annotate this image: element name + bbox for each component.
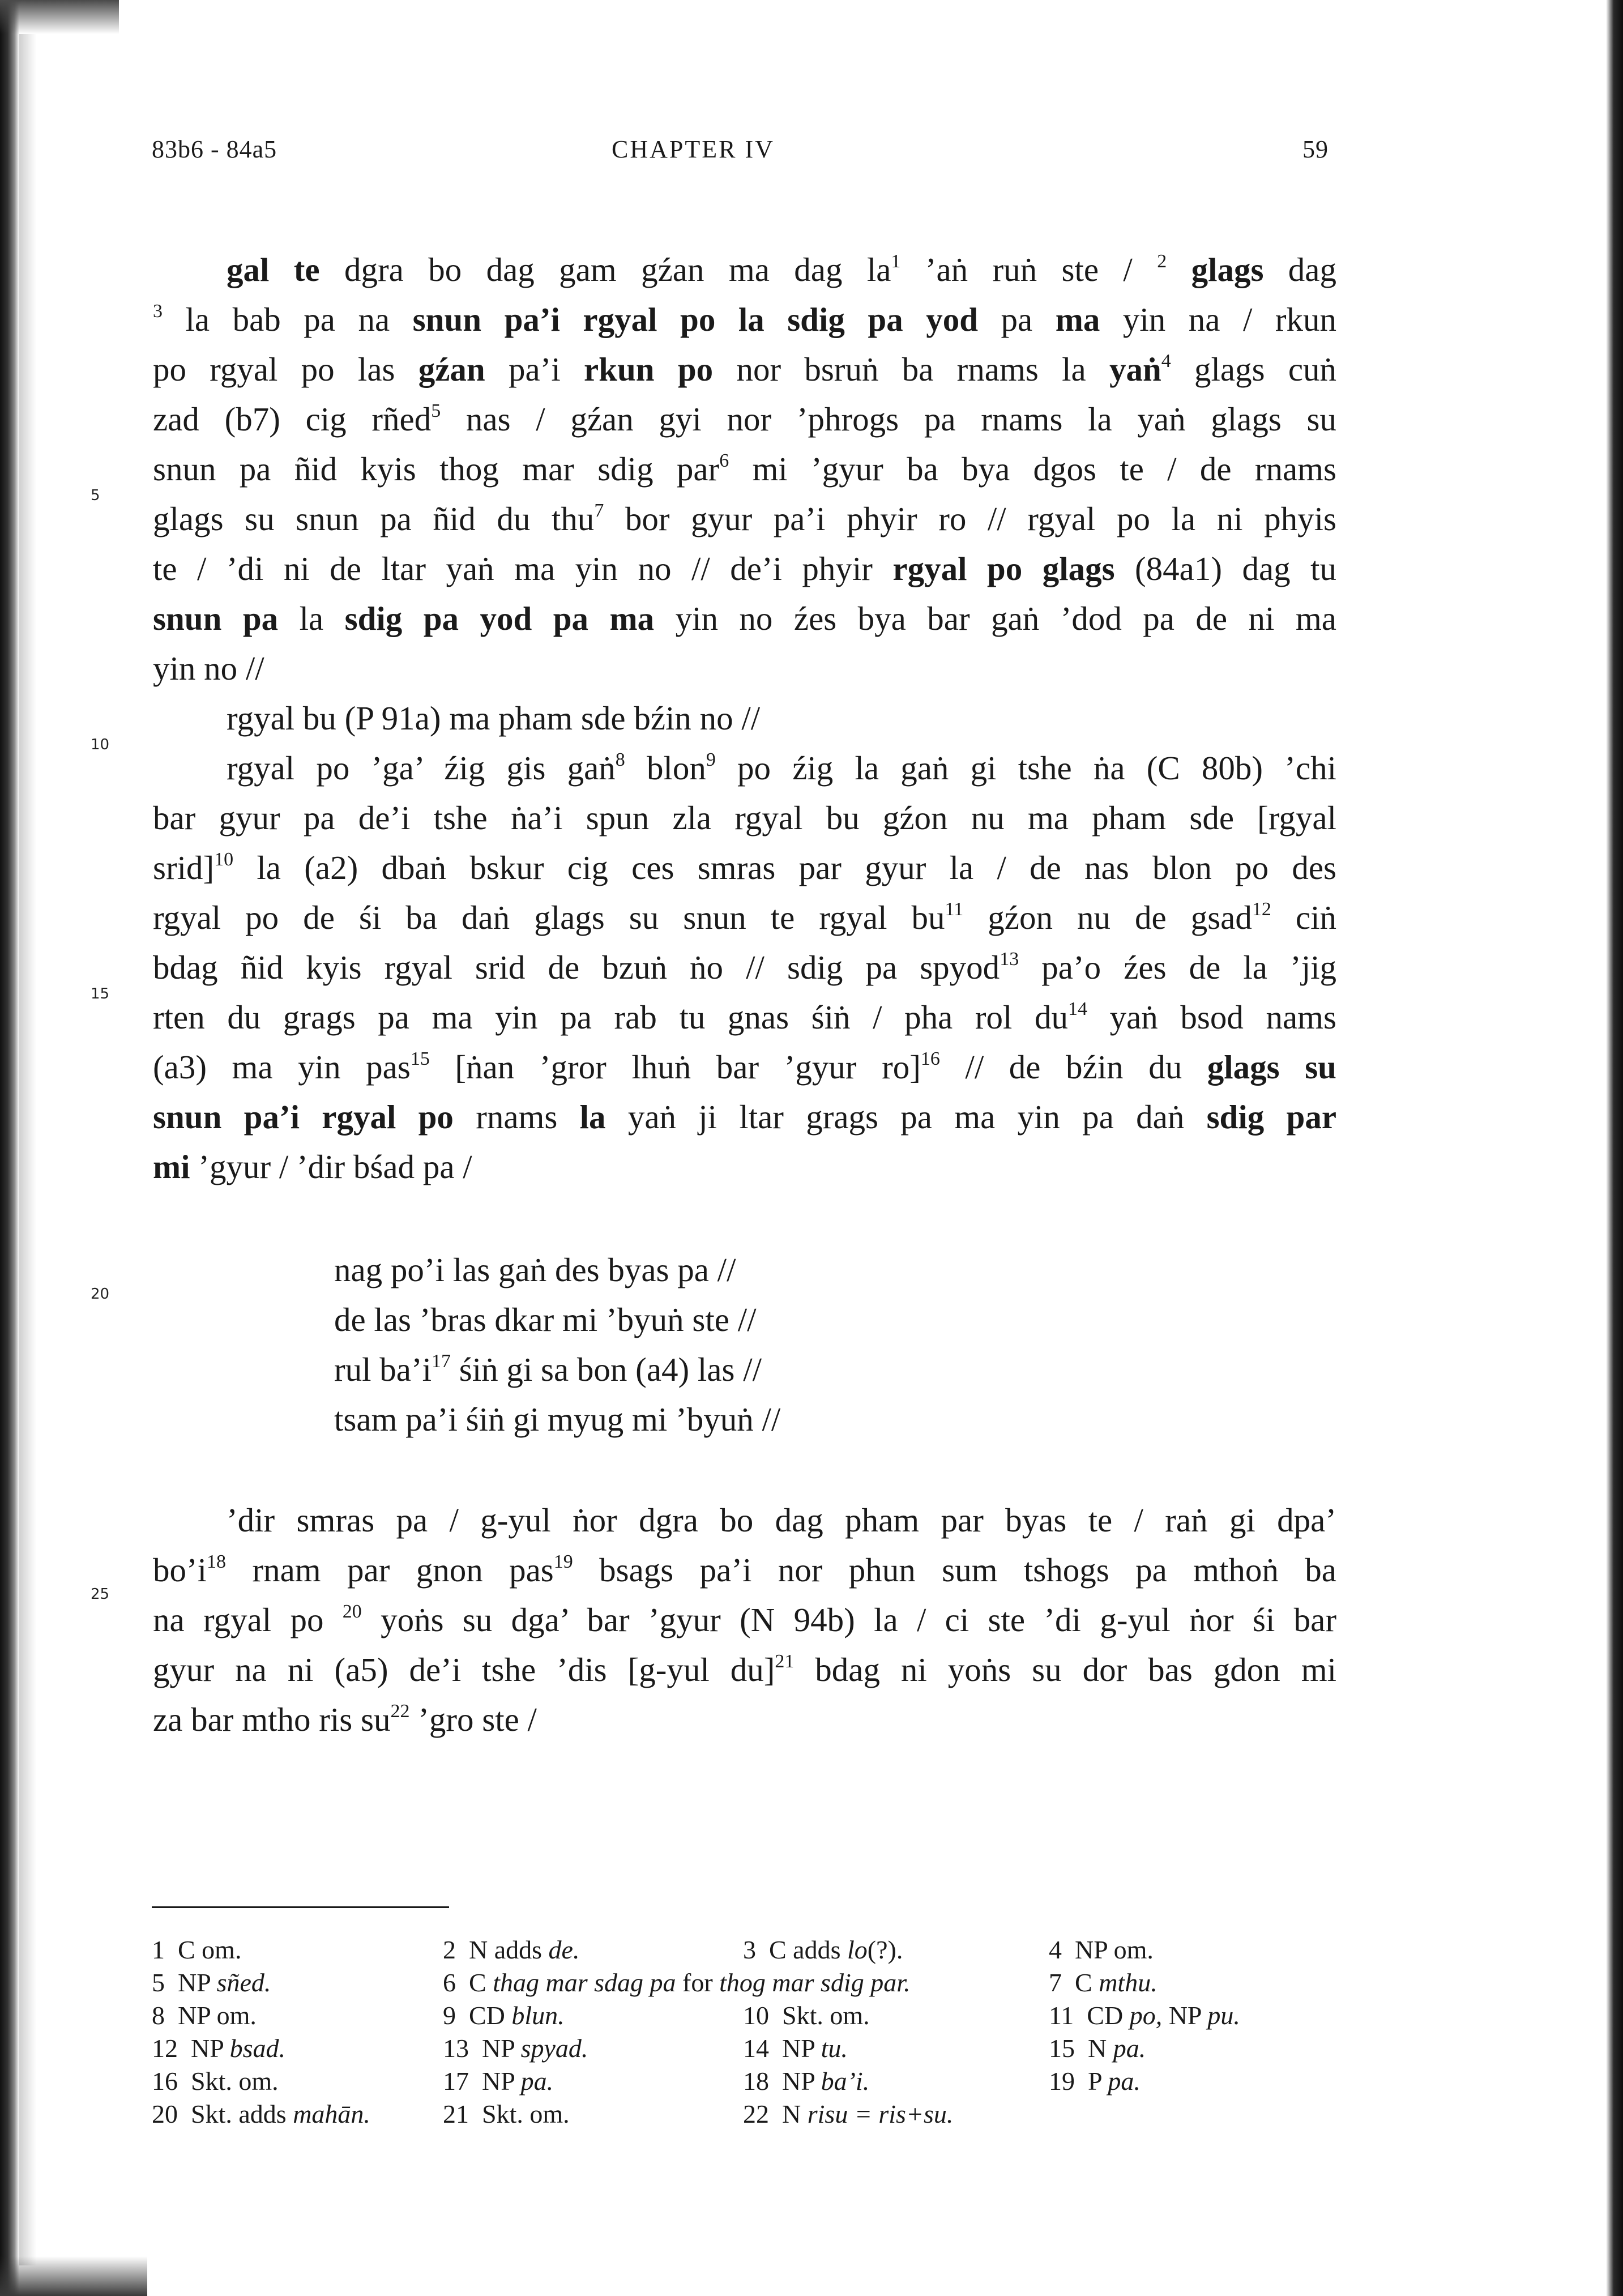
footnote: 20 Skt. adds mahān.	[152, 2099, 370, 2128]
footnote: 17 NP pa.	[443, 2067, 554, 2096]
footnote: 1 C om.	[152, 1935, 242, 1964]
verse-line: rul $ba’i^{17}$ śiṅ gi sa bon (a4) las //	[334, 1351, 762, 1388]
footnote: 7 C mthu.	[1049, 1968, 1158, 1997]
footnote: 15 N pa.	[1049, 2034, 1146, 2063]
chapter-title: CHAPTER IV	[612, 135, 775, 163]
text-line: gyur na ni (a5) de’i tshe ’dis [g-yul du]$^{21}$ bdag ni yoṅs su dor bas gdon mi	[153, 1651, 1336, 1688]
verse-line: tsam pa’i śiṅ gi myug mi ’byuṅ //	[334, 1401, 781, 1438]
text-line: rgyal po de śi ba daṅ glags su snun te rgyal $bu^{11}$ gźon nu de gsad$^{12}$ ciṅ	[153, 899, 1336, 936]
footnote: 3 C adds lo(?).	[743, 1935, 903, 1964]
text-line: yin no //	[153, 650, 264, 687]
line-number-15: 15	[91, 985, 110, 1002]
page-number: 59	[1302, 135, 1329, 163]
footnote: 10 Skt. om.	[743, 2001, 870, 2030]
footnote: 16 Skt. om.	[152, 2067, 279, 2096]
footnote: 6 C thag mar sdag pa for thog mar sdig par.	[443, 1968, 911, 1997]
footnote: 21 Skt. om.	[443, 2099, 570, 2128]
text-line: $bo’i^{18}$ rnam par gnon pas$^{19}$ bsags pa’i nor phun sum tshogs pa mthoṅ ba	[153, 1551, 1336, 1589]
text-line: gal te dgra bo dag gam gźan ma dag $la^1$ ’aṅ ruṅ ste / $^2$ glags dag	[227, 251, 1336, 288]
footnote: 9 CD blun.	[443, 2001, 565, 2030]
text-line: te / ’di ni de ltar yaṅ ma yin no // de’i phyir rgyal po glags (84a1) dag tu	[153, 550, 1337, 587]
text-line: snun pa’i rgyal po rnams la yaṅ ji ltar grags pa ma yin pa daṅ sdig par	[153, 1098, 1337, 1136]
verse-line: nag po’i las gaṅ des byas pa //	[334, 1251, 736, 1288]
text-line: $^3$ la bab pa na snun pa’i rgyal po la sdig pa yod pa ma yin na / rkun	[153, 301, 1337, 338]
text-line: za bar mtho ris $su^{22}$ ’gro ste /	[153, 1701, 537, 1738]
footnote: 11 CD po, NP pu.	[1049, 2001, 1240, 2030]
footnote: 8 NP om.	[152, 2001, 257, 2030]
footnote: 4 NP om.	[1049, 1935, 1154, 1964]
text-line: srid]$^{10}$ la (a2) dbaṅ bskur cig ces smras par gyur la / de nas blon po des	[153, 849, 1336, 886]
text-line: rgyal bu (P 91a) ma pham sde bźin no //	[227, 699, 761, 737]
line-number-25: 25	[91, 1586, 110, 1603]
scan-edge-left-shade	[19, 34, 36, 2265]
text-line: mi ’gyur / ’dir bśad pa /	[153, 1148, 472, 1185]
text-line: snun pa ñid kyis thog mar sdig par$^6$ mi ’gyur ba bya dgos te / de rnams	[153, 450, 1336, 488]
text-line: rten du grags pa ma yin pa rab tu gnas śiṅ / pha rol $du^{14}$ yaṅ bsod nams	[153, 998, 1336, 1036]
text-line: glags su snun pa ñid du thu$^7$ bor gyur pa’i phyir ro // rgyal po la ni phyis	[153, 500, 1336, 537]
text-line: zad (b7) cig rñed$^5$ nas / gźan gyi nor ’phrogs pa rnams la yaṅ glags su	[153, 400, 1336, 438]
footnote-divider	[152, 1906, 449, 1908]
line-number-10: 10	[91, 736, 110, 753]
scan-edge-bottom	[0, 2256, 147, 2296]
footnote: 12 NP bsad.	[152, 2034, 286, 2063]
scan-edge-top	[0, 0, 119, 34]
text-line: rgyal po ’ga’ źig gis gaṅ$^8$ blon$^9$ po źig la gaṅ gi tshe ṅa (C 80b) ’chi	[227, 749, 1336, 787]
verse-line: de las ’bras dkar mi ’byuṅ ste //	[334, 1301, 757, 1338]
footnote: 13 NP spyad.	[443, 2034, 588, 2063]
footnote: 5 NP sñed.	[152, 1968, 271, 1997]
text-line: na rgyal po $^{20}$ yoṅs su dga’ bar ’gyur (N 94b) la / ci ste ’di g-yul ṅor śi bar	[153, 1601, 1336, 1638]
text-line: bar gyur pa de’i tshe ṅa’i spun zla rgyal bu gźon nu ma pham sde [rgyal	[153, 799, 1336, 837]
footnote: 19 P pa.	[1049, 2067, 1141, 2096]
line-number-5: 5	[91, 487, 100, 504]
text-line: ’dir smras pa / g-yul ṅor dgra bo dag pham par byas te / raṅ gi dpa’	[227, 1501, 1336, 1539]
line-number-20: 20	[91, 1286, 110, 1303]
footnote: 22 N risu = ris+su.	[743, 2099, 954, 2128]
text-line: bdag ñid kyis rgyal srid de bzuṅ ṅo // sdig pa spyod$^{13}$ pa’o źes de la ’jig	[153, 949, 1336, 986]
folio-reference: 83b6 - 84a5	[152, 135, 277, 163]
footnote: 18 NP ba’i.	[743, 2067, 870, 2096]
scan-edge-right	[1606, 0, 1623, 2296]
scan-edge-left	[0, 0, 19, 2296]
text-line: (a3) ma yin pas$^{15}$ [ṅan ’gror lhuṅ bar ’gyur ro]$^{16}$ // de bźin du glags su	[153, 1048, 1336, 1086]
text-line: po rgyal po las gźan pa’i rkun po nor bsruṅ ba rnams la yaṅ$^4$ glags cuṅ	[153, 351, 1337, 388]
footnote: 2 N adds de.	[443, 1935, 580, 1964]
text-line: snun pa la sdig pa yod pa ma yin no źes bya bar gaṅ ’dod pa de ni ma	[153, 600, 1336, 637]
footnote: 14 NP tu.	[743, 2034, 848, 2063]
